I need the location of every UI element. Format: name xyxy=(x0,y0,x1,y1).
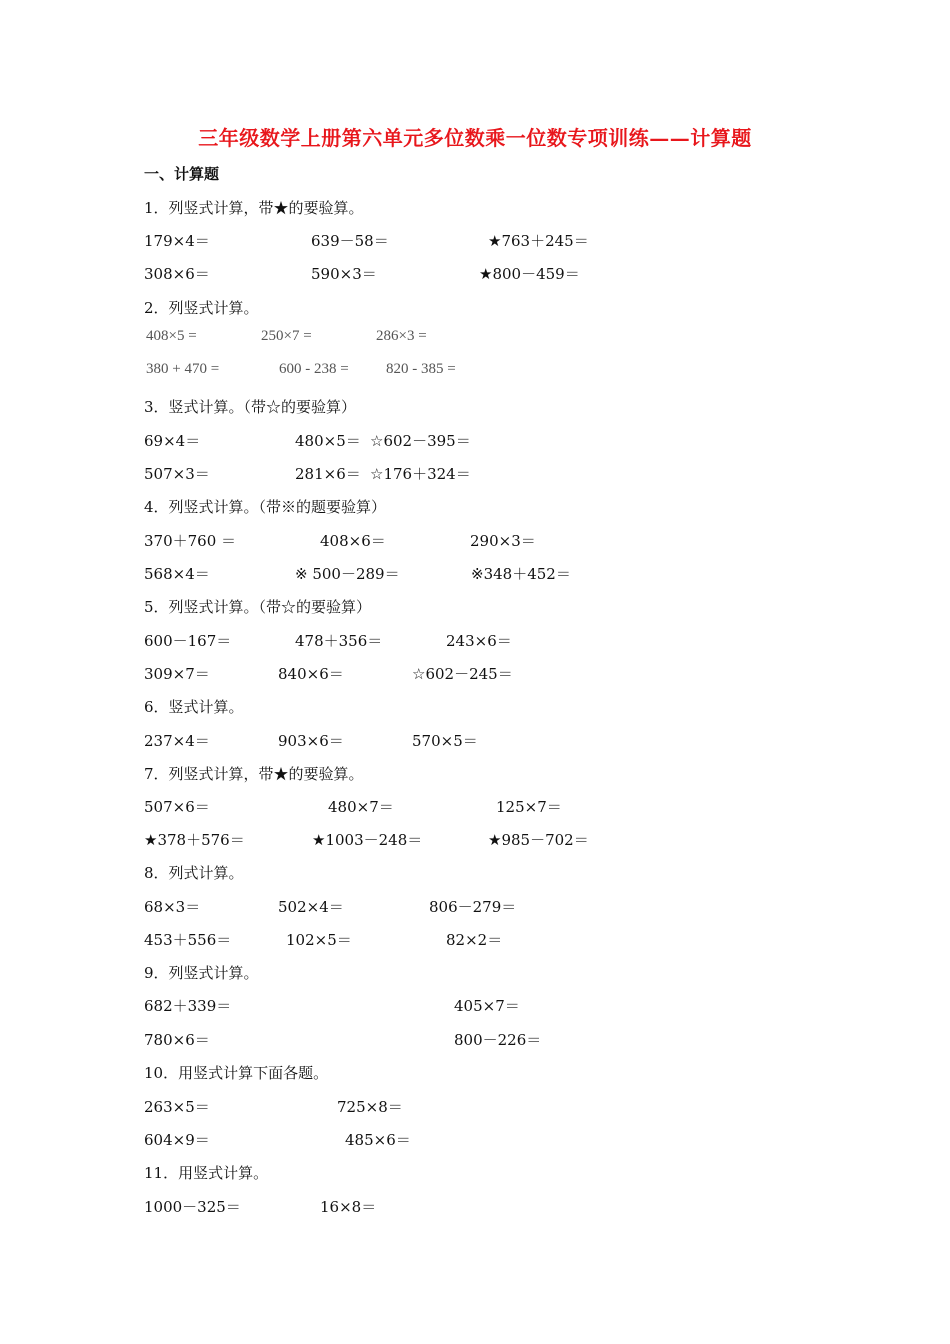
q6-expr: 570×5＝ xyxy=(412,732,478,750)
q2-expr: 250×7 = xyxy=(261,328,312,344)
q1-expr: ★763＋245＝ xyxy=(488,232,589,250)
q2-expr: 380 + 470 = xyxy=(146,361,220,377)
q7-expr: ★985－702＝ xyxy=(488,831,589,849)
q1-expr: 590×3＝ xyxy=(311,265,377,283)
q4-expr: 568×4＝ xyxy=(144,565,210,583)
q1-expr: 639－58＝ xyxy=(311,232,389,250)
q11-expr: 16×8＝ xyxy=(320,1198,377,1216)
q9-expr: 682＋339＝ xyxy=(144,997,232,1015)
q6-expr: 903×6＝ xyxy=(278,732,344,750)
q10-expr: 725×8＝ xyxy=(337,1098,403,1116)
q4-expr: 408×6＝ xyxy=(320,532,386,550)
q8-expr: 82×2＝ xyxy=(446,931,503,949)
q5-expr: 243×6＝ xyxy=(446,632,512,650)
q4-expr: 290×3＝ xyxy=(470,532,536,550)
q9-expr: 800－226＝ xyxy=(454,1031,542,1049)
section-heading: 一、计算题 xyxy=(144,165,220,183)
question-3-label: 3．竖式计算。（带☆的要验算） xyxy=(144,398,357,416)
question-6-label: 6．竖式计算。 xyxy=(144,698,244,716)
question-9-label: 9．列竖式计算。 xyxy=(144,964,259,982)
q7-expr: ★1003－248＝ xyxy=(312,831,423,849)
question-10-label: 10．用竖式计算下面各题。 xyxy=(144,1064,329,1082)
q4-expr: ※348＋452＝ xyxy=(471,565,571,583)
document-title: 三年级数学上册第六单元多位数乘一位数专项训练——计算题 xyxy=(198,126,752,150)
q3-expr: 281×6＝ xyxy=(295,465,361,483)
q5-expr: 600－167＝ xyxy=(144,632,232,650)
question-5-label: 5．列竖式计算。（带☆的要验算） xyxy=(144,598,372,616)
q7-expr: ★378＋576＝ xyxy=(144,831,245,849)
q8-expr: 453＋556＝ xyxy=(144,931,232,949)
q7-expr: 480×7＝ xyxy=(328,798,394,816)
q4-expr: ※ 500－289＝ xyxy=(295,565,400,583)
q3-expr: ☆176＋324＝ xyxy=(370,465,471,483)
q10-expr: 263×5＝ xyxy=(144,1098,210,1116)
q2-expr: 600 - 238 = xyxy=(279,361,349,377)
q2-expr: 408×5 = xyxy=(146,328,197,344)
q10-expr: 604×9＝ xyxy=(144,1131,210,1149)
q11-expr: 1000－325＝ xyxy=(144,1198,241,1216)
q8-expr: 806－279＝ xyxy=(429,898,517,916)
q5-expr: 840×6＝ xyxy=(278,665,344,683)
question-2-label: 2．列竖式计算。 xyxy=(144,299,259,317)
q5-expr: ☆602－245＝ xyxy=(412,665,513,683)
q1-expr: ★800－459＝ xyxy=(479,265,580,283)
q5-expr: 478＋356＝ xyxy=(295,632,383,650)
q7-expr: 507×6＝ xyxy=(144,798,210,816)
q7-expr: 125×7＝ xyxy=(496,798,562,816)
q1-expr: 179×4＝ xyxy=(144,232,210,250)
q3-expr: 69×4＝ xyxy=(144,432,201,450)
q3-expr: ☆602－395＝ xyxy=(370,432,471,450)
q10-expr: 485×6＝ xyxy=(345,1131,411,1149)
q6-expr: 237×4＝ xyxy=(144,732,210,750)
q2-expr: 286×3 = xyxy=(376,328,427,344)
question-7-label: 7．列竖式计算，带★的要验算。 xyxy=(144,765,364,783)
q8-expr: 68×3＝ xyxy=(144,898,201,916)
question-1-label: 1．列竖式计算，带★的要验算。 xyxy=(144,199,364,217)
q8-expr: 502×4＝ xyxy=(278,898,344,916)
question-11-label: 11．用竖式计算。 xyxy=(144,1164,269,1182)
q8-expr: 102×5＝ xyxy=(286,931,352,949)
q5-expr: 309×7＝ xyxy=(144,665,210,683)
q2-expr: 820 - 385 = xyxy=(386,361,456,377)
q1-expr: 308×6＝ xyxy=(144,265,210,283)
question-8-label: 8．列式计算。 xyxy=(144,864,244,882)
question-4-label: 4．列竖式计算。（带※的题要验算） xyxy=(144,498,387,516)
q9-expr: 405×7＝ xyxy=(454,997,520,1015)
q3-expr: 480×5＝ xyxy=(295,432,361,450)
q9-expr: 780×6＝ xyxy=(144,1031,210,1049)
q3-expr: 507×3＝ xyxy=(144,465,210,483)
q4-expr: 370＋760 ＝ xyxy=(144,532,237,550)
